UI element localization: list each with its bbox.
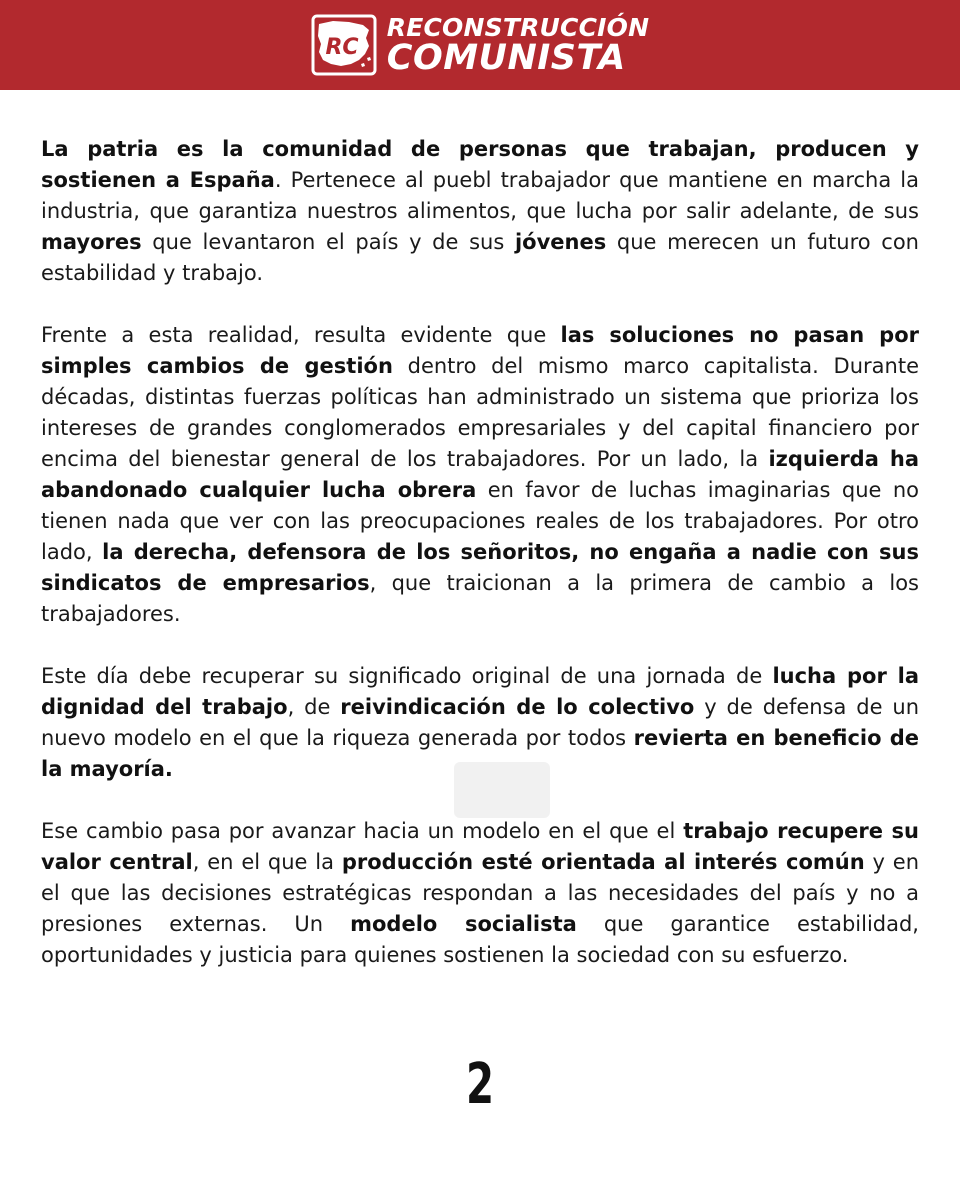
bold-text: producción esté orientada al interés común	[341, 850, 865, 874]
paragraph-dia	[41, 661, 919, 785]
bold-text: mayores	[41, 230, 142, 254]
page-header	[0, 0, 960, 90]
body-text: , de	[287, 695, 341, 719]
brand-name	[386, 12, 650, 78]
body-text: que merecen un futuro con estabilidad y trabajo.	[41, 230, 919, 285]
body-text: en favor de luchas imaginarias que no tienen nada que ver con las preocupaciones reales de los trabajadores. Por otro lado,	[41, 478, 919, 564]
bold-text: lucha por la dignidad del trabajo	[41, 664, 919, 719]
bold-text: La patria es la comunidad de personas que trabajan, producen y sostienen a España	[41, 137, 919, 192]
bold-text: revierta en beneficio de la mayoría.	[41, 726, 919, 781]
brand-logo	[311, 14, 649, 76]
bold-text: trabajo recupere su valor central	[41, 819, 919, 874]
body-text: dentro del mismo marco capitalista. Durante décadas, distintas fuerzas políticas han administrado un sistema que prioriza los intereses de grandes conglomerados empresariales y del capital financiero por encima del bienestar general de los trabajadores. Por un lado, la	[41, 354, 919, 471]
body-text: Frente a esta realidad, resulta evidente que	[41, 323, 561, 347]
brand-line-2: COMUNISTA	[386, 37, 626, 78]
bold-text: modelo socialista	[350, 912, 577, 936]
body-text: Ese cambio pasa por avanzar hacia un modelo en el que el	[41, 819, 684, 843]
body-text: Este día debe recuperar su significado original de una jornada de	[41, 664, 773, 688]
bold-text: la derecha, defensora de los señoritos, no engaña a nadie con sus sindicatos de empresarios	[41, 540, 919, 595]
body-text: , que traicionan a la primera de cambio a los trabajadores.	[41, 571, 919, 626]
body-text: y de defensa de un nuevo modelo en el que la riqueza generada por todos	[41, 695, 920, 750]
page-number: 2	[465, 1052, 495, 1117]
body-text: que garantice estabilidad, oportunidades y justicia para quienes sostienen la sociedad con su esfuerzo.	[41, 912, 919, 967]
bold-text: las soluciones no pasan por simples cambios de gestión	[41, 323, 919, 378]
body-text: , en el que la	[192, 850, 342, 874]
logo-letters: RC	[325, 35, 359, 60]
body-text: . Pertenece al puebl trabajador que mantiene en marcha la industria, que garantiza nuestros alimentos, que lucha por salir adelante, de sus	[41, 168, 919, 223]
bold-text: izquierda ha abandonado cualquier lucha obrera	[41, 447, 919, 502]
brand-line-1: RECONSTRUCCIÓN	[386, 12, 650, 42]
body-text: que levantaron el país y de sus	[141, 230, 515, 254]
bold-text: jóvenes	[514, 230, 607, 254]
iberian-peninsula-map-icon	[311, 14, 377, 76]
body-text: y en el que las decisiones estratégicas respondan a las necesidades del país y no a presiones externas. Un	[41, 850, 920, 936]
paragraph-realidad	[41, 320, 919, 630]
paragraph-cambio	[41, 816, 919, 971]
paragraph-patria	[41, 134, 919, 289]
bold-text: reivindicación de lo colectivo	[340, 695, 695, 719]
article-body	[41, 134, 919, 1002]
